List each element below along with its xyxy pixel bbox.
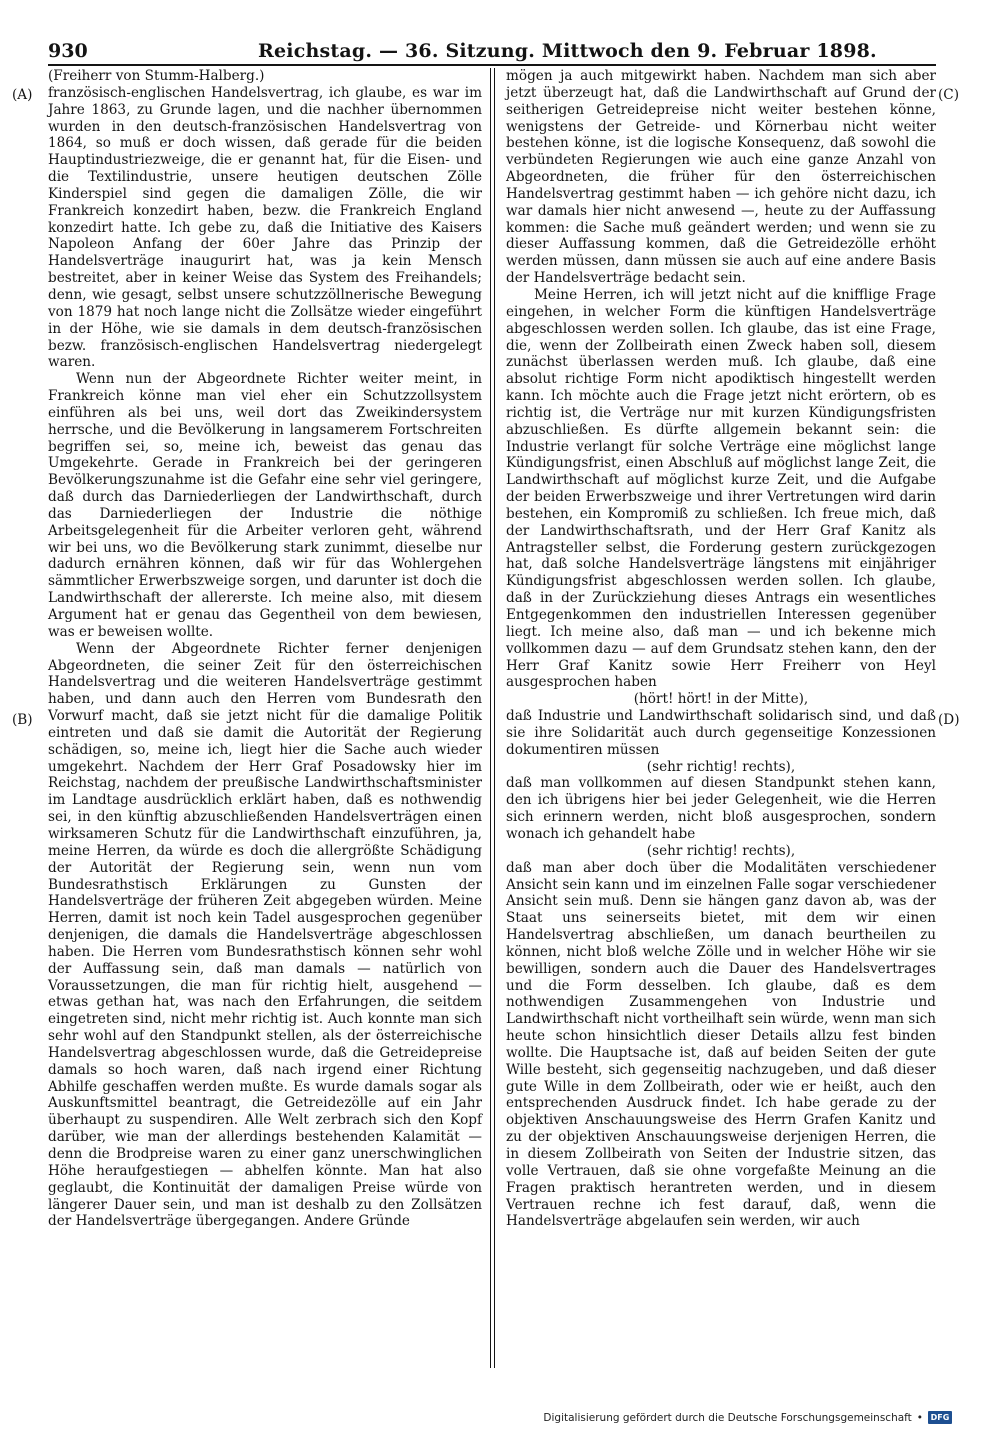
right-paragraph-2: Meine Herren, ich will jetzt nicht auf die knifflige Frage eingehen, in welcher Form die künftigen Handelsverträge abgeschlossen werden sollen. Ich glaube, das ist eine Frage, die, wenn der Zollbeirath einen Zweck haben soll, diesem zunächst überlassen werden muß. Ich glaube, daß eine absolut richtige Form nicht apodiktisch hingestellt werden kann. Ich möchte auch die Frage jetzt nicht erörtern, ob es richtig ist, die Verträge nur mit kurzen Kündigungsfristen abzuschließen. Es dürfte allgemein bekannt sein: die Industrie verlangt für solche Verträge eine möglichst lange Kündigungsfrist, einen Abschluß auf möglichst lange Zeit, die Landwirthschaft auf möglichst kurze Zeit, und die Aufgabe der beiden Erwerbszweige und ihrer Vertretungen wird darin bestehen, ein Kompromiß zu schließen. Ich freue mich, daß der Landwirthschaftsrath, und der Herr Graf Kanitz als Antragsteller selbst, die Forderung gestern zurückgezogen hat, daß solche Handelsverträge längstens mit einjähriger Kündigungsfrist abgeschlossen werden sollen. Ich glaube, daß in der Zurückziehung dieses Antrags ein wesentliches Entgegenkommen den industriellen Interessen gegenüber liegt. Ich meine also, daß man — und ich bekenne mich vollkommen dazu — auf dem Grundsatz stehen kann, den der Herr Graf Kanitz sowie Herr Freiherr von Heyl ausgesprochen haben <box>506 286 936 691</box>
margin-mark-a: (A) <box>12 87 33 103</box>
interjection-2: (sehr richtig! rechts), <box>646 758 796 775</box>
margin-mark-d: (D) <box>938 712 960 728</box>
left-paragraph-2: Wenn nun der Abgeordnete Richter weiter meint, in Frankreich könne man viel eher ein Schutzzollsystem einführen als bei uns, weil dort das Zweikindersystem herrsche, und die Bevölkerung in langsamerem Fortschreiten begriffen sei, so, meine ich, beweist das genau das Umgekehrte. Gerade in Frankreich bei der geringeren Bevölkerungszunahme ist die Gefahr eine sehr viel geringere, daß durch das Darniederliegen der Landwirthschaft, durch das Darniederliegen der Industrie die nöthige Arbeitsgelegenheit für die Arbeiter verloren geht, während wir bei uns, wo die Bevölkerung stark zunimmt, dieselbe nur dadurch ernähren können, daß wir für das Wohlergehen sämmtlicher Erwerbszweige sorgen, und darunter ist doch die Landwirthschaft der allererste. Ich meine also, mit diesem Argument hat er genau das Gegentheil von dem bewiesen, was er beweisen wollte. <box>48 371 482 640</box>
page-number: 930 <box>48 40 88 62</box>
right-paragraph-1: mögen ja auch mitgewirkt haben. Nachdem man sich aber jetzt überzeugt hat, daß die Landwirthschaft auf Grund der seitherigen Getreidepreise nicht weiter bestehen könne, wenigstens der Getreide- und Körnerbau nicht weiter bestehen könne, ist die logische Konsequenz, daß sowohl die verbündeten Regierungen wie auch eine ganze Anzahl von Abgeordneten, die früher für den österreichischen Handelsvertrag gestimmt haben — ich gehöre nicht dazu, ich war damals hier nicht anwesend —, heute zu der Auffassung kommen: die Sache muß geändert werden; und wenn sie zu dieser Auffassung kommen, daß die Getreidezölle erhöht werden müssen, dann müssen sie auch auf eine andere Basis der Handelsverträge bedacht sein. <box>506 68 936 287</box>
dfg-logo-icon: DFG <box>928 1411 952 1424</box>
column-divider <box>490 68 491 1368</box>
running-head: Reichstag. — 36. Sitzung. Mittwoch den 9. Februar 1898. <box>258 40 877 62</box>
margin-mark-c: (C) <box>938 87 960 103</box>
interjection-3: (sehr richtig! rechts), <box>646 842 796 859</box>
column-divider-second <box>494 68 495 1368</box>
margin-mark-b: (B) <box>12 712 33 728</box>
interjection-1: (hört! hört! in der Mitte), <box>633 691 809 708</box>
right-paragraph-4: daß man vollkommen auf diesen Standpunkt stehen kann, den ich übrigens hier bei jeder Gelegenheit, wie die Herren sich erinnern werden, nicht bloß ausgesprochen, sondern wonach ich gehandelt habe <box>506 775 936 842</box>
right-paragraph-5: daß man aber doch über die Modalitäten verschiedener Ansicht sein kann und im einzelnen Falle sogar verschiedener Ansicht sein muß. Denn sie hängen ganz davon ab, was der Staat uns seinerseits bietet, mit dem wir einen Handelsvertrag abschließen, um danach beurtheilen zu können, nicht bloß welche Zölle und in welcher Höhe wir sie bewilligen, sondern auch die Dauer des Handelsvertrages und die Form desselben. Ich glaube, daß es dem nothwendigen Zusammengehen von Industrie und Landwirthschaft nicht vortheilhaft sein würde, wenn man sich heute schon hinsichtlich dieser Details allzu fest binden wollte. Die Hauptsache ist, daß auf beiden Seiten der gute Wille besteht, sich gegenseitig nachzugeben, und daß dieser gute Wille in dem Zollbeirath, oder wie er heißt, auch den entsprechenden Ausdruck findet. Ich habe gerade zu der objektiven Anschauungsweise des Herrn Grafen Kanitz und zu der objektiven Anschauungsweise derjenigen Herren, die in diesem Zollbeirath von Seiten der Industrie sitzen, das volle Vertrauen, daß sie ohne vorgefaßte Meinung an die Fragen praktisch herantreten werden, und in diesem Vertrauen rechne ich fest darauf, daß, wenn die Handelsverträge abgelaufen sein werden, wir auch <box>506 859 936 1230</box>
right-column <box>506 68 936 1230</box>
right-paragraph-3: daß Industrie und Landwirthschaft solidarisch sind, und daß sie ihre Solidarität auch durch gegenseitige Konzessionen dokumentiren müssen <box>506 708 936 758</box>
footer-text: Digitalisierung gefördert durch die Deutsche Forschungsgemeinschaft <box>543 1411 912 1424</box>
left-paragraph-3: Wenn der Abgeordnete Richter ferner denjenigen Abgeordneten, die seiner Zeit für den österreichischen Handelsvertrag und die weiteren Handelsverträge gestimmt haben, und dann auch den Herren vom Bundesrath den Vorwurf macht, daß sie jetzt nicht für die damalige Politik eintreten und daß sie damit die Autorität der Regierung schädigen, so, meine ich, liegt hier die Sache auch wieder umgekehrt. Nachdem der Herr Graf Posadowsky hier im Reichstag, nachdem der preußische Landwirthschaftsminister im Landtage ausdrücklich erklärt haben, daß es nothwendig sei, in den künftig abzuschließenden Handelsverträgen einen wirksameren Schutz für die Landwirthschaft einzuführen, ja, meine Herren, da würde es doch die allergrößte Schädigung der Autorität der Regierung sein, wenn nun vom Bundesrathstisch Erklärungen zu Gunsten der Handelsverträge der früheren Zeit abgegeben würden. Meine Herren, damit ist noch kein Tadel ausgesprochen gegenüber denjenigen, die damals die Handelsverträge abgeschlossen haben. Die Herren vom Bundesrathstisch können sehr wohl der Auffassung sein, daß man damals — natürlich von Voraussetzungen, die man für richtig hielt, ausgehend — etwas gethan hat, was nach den Erfahrungen, die seitdem eingetreten sind, nicht mehr richtig ist. Auch konnte man sich sehr wohl auf den Standpunkt stellen, als der österreichische Handelsvertrag abgeschlossen wurde, daß die Getreidepreise damals so hoch waren, daß nach irgend einer Richtung Abhilfe geschaffen werden mußte. Es wurde damals sogar als Auskunftsmittel beantragt, die Getreidezölle auf ein Jahr überhaupt zu suspendiren. Alle Welt zerbrach sich den Kopf darüber, wie man der allerdings bestehenden Kalamität — denn die Brodpreise waren zu einer ganz unerschwinglichen Höhe heraufgestiegen — abhelfen könnte. Man hat also geglaubt, die Kontinuität der damaligen Preise würde von längerer Dauer sein, und man ist deshalb zu den Zollsätzen der Handelsverträge übergegangen. Andere Gründe <box>48 640 482 1230</box>
speaker-attribution: (Freiherr von Stumm-Halberg.) <box>48 68 265 84</box>
footer <box>543 1411 952 1424</box>
left-paragraph-1: französisch-englischen Handelsvertrag, ich glaube, es war im Jahre 1863, zu Grunde lagen, und die nachher übernommen wurden in den deutsch-französischen Handelsvertrag von 1864, so muß er doch wissen, daß gerade für die beiden Hauptindustriezweige, die er genannt hat, für die Eisen- und die Textilindustrie, unsere heutigen deutschen Zölle Kinderspiel sind gegen die damaligen Zölle, die wir Frankreich konzedirt haben, bezw. die Frankreich England konzedirt hatte. Ich gebe zu, daß die Initiative des Kaisers Napoleon Anfang der 60er Jahre das Prinzip der Handelsverträge inaugurirt hat, was ja kein Mensch bestreitet, aber in keiner Weise das System des Freihandels; denn, wie gesagt, selbst unsere schutzzöllnerische Bewegung von 1879 hat noch lange nicht die Zollsätze wieder eingeführt in der Höhe, wie sie damals in dem deutsch-französischen bezw. französisch-englischen Handelsvertrag niedergelegt waren. <box>48 84 482 371</box>
footer-separator: • <box>916 1411 923 1424</box>
left-column <box>48 68 482 1230</box>
header-rule <box>48 64 936 66</box>
